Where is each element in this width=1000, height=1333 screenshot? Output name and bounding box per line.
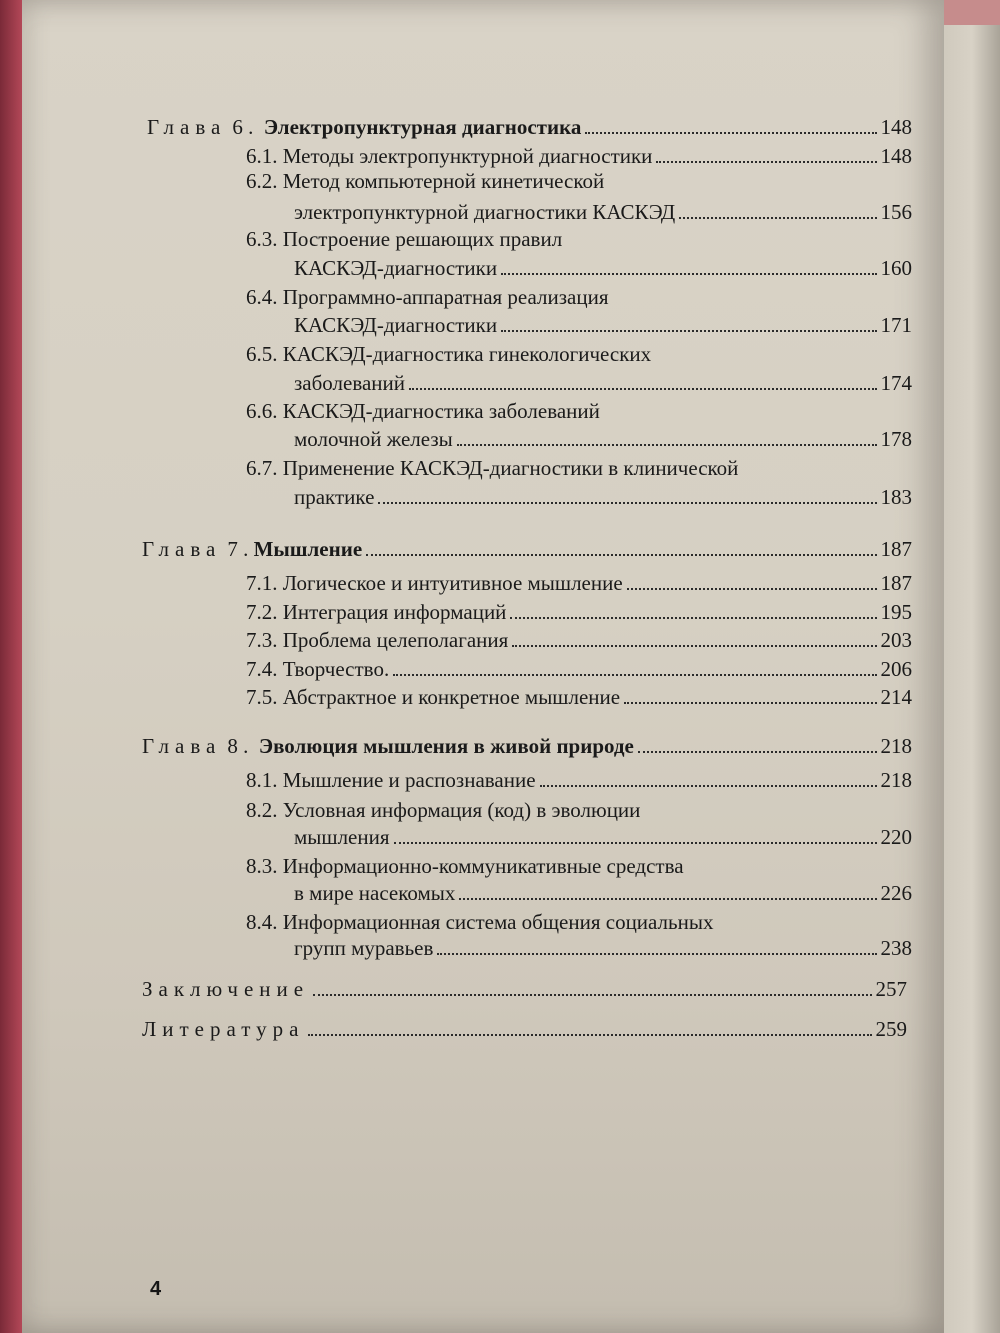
section-6-6-line-1: [246, 398, 600, 424]
section-8-2-line-2: [294, 824, 912, 850]
section-7-2-entry: [246, 599, 912, 625]
chapter-word: Глава: [142, 734, 222, 758]
literature-title: Литература: [142, 1017, 305, 1041]
section-number: 6.7.: [246, 456, 278, 480]
page-ref: 195: [880, 600, 912, 624]
section-title: Метод компьютерной кинетической: [282, 169, 605, 193]
page-ref: 160: [880, 256, 912, 280]
section-number: 7.3.: [246, 628, 278, 652]
chapter-sep: .: [237, 537, 254, 561]
chapter-word: Глава: [147, 115, 227, 139]
chapter-number: 7: [227, 537, 238, 561]
dot-leader: [457, 444, 877, 446]
chapter-number: 6: [232, 115, 243, 139]
section-title-cont: КАСКЭД-диагностики: [294, 313, 498, 337]
section-number: 6.1.: [246, 144, 278, 168]
section-number: 6.6.: [246, 399, 278, 423]
section-number: 7.2.: [246, 600, 278, 624]
section-6-7-line-1: [246, 455, 738, 481]
page-ref: 187: [880, 571, 912, 595]
section-title: Применение КАСКЭД-диагностики в клинической: [282, 456, 739, 480]
section-title: Информационно-коммуникативные средства: [282, 854, 684, 878]
section-title: КАСКЭД-диагностика заболеваний: [282, 399, 600, 423]
page-ref: 178: [880, 427, 912, 451]
section-title-cont: в мире насекомых: [294, 881, 456, 905]
literature-entry: [142, 1016, 907, 1042]
page-ref: 203: [880, 628, 912, 652]
section-7-3-entry: [246, 627, 912, 653]
page-ref: 183: [880, 485, 912, 509]
page-ref: 220: [880, 825, 912, 849]
section-number: 6.4.: [246, 285, 278, 309]
section-title: Интеграция информаций: [282, 600, 507, 624]
section-number: 6.3.: [246, 227, 278, 251]
dot-leader: [501, 330, 876, 332]
page-ref: 148: [880, 115, 912, 139]
dot-leader: [409, 388, 877, 390]
section-title: Информационная система общения социальных: [282, 910, 714, 934]
conclusion-title: Заключение: [142, 977, 310, 1001]
chapter-7-entry: [142, 536, 912, 562]
dot-leader: [501, 273, 876, 275]
dot-leader: [512, 645, 876, 647]
page-ref: 214: [880, 685, 912, 709]
section-title-cont: групп муравьев: [294, 936, 434, 960]
section-6-6-line-2: [294, 426, 912, 452]
dot-leader: [394, 842, 877, 844]
section-title: Программно-аппаратная реализация: [282, 285, 609, 309]
section-title: Творчество.: [282, 657, 390, 681]
page-ref: 206: [880, 657, 912, 681]
section-6-5-line-1: [246, 341, 651, 367]
dot-leader: [627, 588, 877, 590]
section-number: 7.4.: [246, 657, 278, 681]
section-title: Условная информация (код) в эволюции: [282, 798, 641, 822]
book-page: [22, 0, 944, 1333]
section-6-3-line-1: [246, 226, 562, 252]
section-title-cont: КАСКЭД-диагностики: [294, 256, 498, 280]
dot-leader: [459, 898, 876, 900]
dot-leader: [540, 785, 877, 787]
section-title-cont: заболеваний: [294, 371, 405, 395]
dot-leader: [510, 617, 876, 619]
section-8-2-line-1: [246, 797, 640, 823]
chapter-8-entry: [142, 733, 912, 759]
section-title: Методы электропунктурной диагностики: [282, 144, 653, 168]
section-6-7-line-2: [294, 484, 912, 510]
section-6-4-line-1: [246, 284, 608, 310]
section-title: Логическое и интуитивное мышление: [282, 571, 623, 595]
page-ref: 238: [880, 936, 912, 960]
page-ref: 148: [880, 144, 912, 168]
section-number: 7.5.: [246, 685, 278, 709]
section-title: Проблема целеполагания: [282, 628, 509, 652]
section-title: Абстрактное и конкретное мышление: [282, 685, 621, 709]
section-8-1-entry: [246, 767, 912, 793]
chapter-sep: .: [237, 734, 259, 758]
page-ref: 218: [880, 734, 912, 758]
chapter-title: Мышление: [253, 537, 363, 561]
chapter-title: Эволюция мышления в живой природе: [258, 734, 634, 758]
chapter-title: Электропунктурная диагностика: [263, 115, 582, 139]
section-title: Мышление и распознавание: [282, 768, 536, 792]
section-8-3-line-2: [294, 880, 912, 906]
chapter-sep: .: [242, 115, 264, 139]
dot-leader: [378, 502, 876, 504]
section-8-3-line-1: [246, 853, 684, 879]
page-ref: 171: [880, 313, 912, 337]
dot-leader: [313, 994, 871, 996]
section-8-4-line-1: [246, 909, 713, 935]
section-title: КАСКЭД-диагностика гинекологических: [282, 342, 652, 366]
section-number: 8.3.: [246, 854, 278, 878]
page-number: 4: [150, 1278, 162, 1300]
page-ref: 259: [875, 1017, 907, 1041]
dot-leader: [585, 132, 876, 134]
section-7-4-entry: [246, 656, 912, 682]
section-6-2-line-1: [246, 168, 604, 194]
section-6-1-entry: [246, 143, 912, 169]
conclusion-entry: [142, 976, 907, 1002]
table-of-contents: [22, 0, 944, 1333]
page-ref: 174: [880, 371, 912, 395]
section-title-cont: молочной железы: [294, 427, 453, 451]
section-number: 8.1.: [246, 768, 278, 792]
dot-leader: [624, 702, 876, 704]
section-7-5-entry: [246, 684, 912, 710]
dot-leader: [656, 161, 876, 163]
section-title: Построение решающих правил: [282, 227, 563, 251]
page-ref: 187: [880, 537, 912, 561]
section-6-2-line-2: [294, 199, 912, 225]
section-number: 7.1.: [246, 571, 278, 595]
section-title-cont: практике: [294, 485, 375, 509]
section-6-4-line-2: [294, 312, 912, 338]
dot-leader: [308, 1034, 871, 1036]
section-7-1-entry: [246, 570, 912, 596]
chapter-word: Глава: [142, 537, 222, 561]
section-number: 6.2.: [246, 169, 278, 193]
section-number: 8.4.: [246, 910, 278, 934]
section-6-3-line-2: [294, 255, 912, 281]
section-number: 6.5.: [246, 342, 278, 366]
dot-leader: [679, 217, 876, 219]
page-ref: 156: [880, 200, 912, 224]
dot-leader: [437, 953, 876, 955]
section-title-cont: мышления: [294, 825, 390, 849]
section-number: 8.2.: [246, 798, 278, 822]
dot-leader: [366, 554, 876, 556]
section-8-4-line-2: [294, 935, 912, 961]
dot-leader: [393, 674, 876, 676]
dot-leader: [638, 751, 877, 753]
section-title-cont: электропунктурной диагностики КАСКЭД: [294, 200, 676, 224]
page-ref: 218: [880, 768, 912, 792]
section-6-5-line-2: [294, 370, 912, 396]
chapter-number: 8: [227, 734, 238, 758]
chapter-6-entry: [147, 114, 912, 140]
page-ref: 226: [880, 881, 912, 905]
page-ref: 257: [875, 977, 907, 1001]
